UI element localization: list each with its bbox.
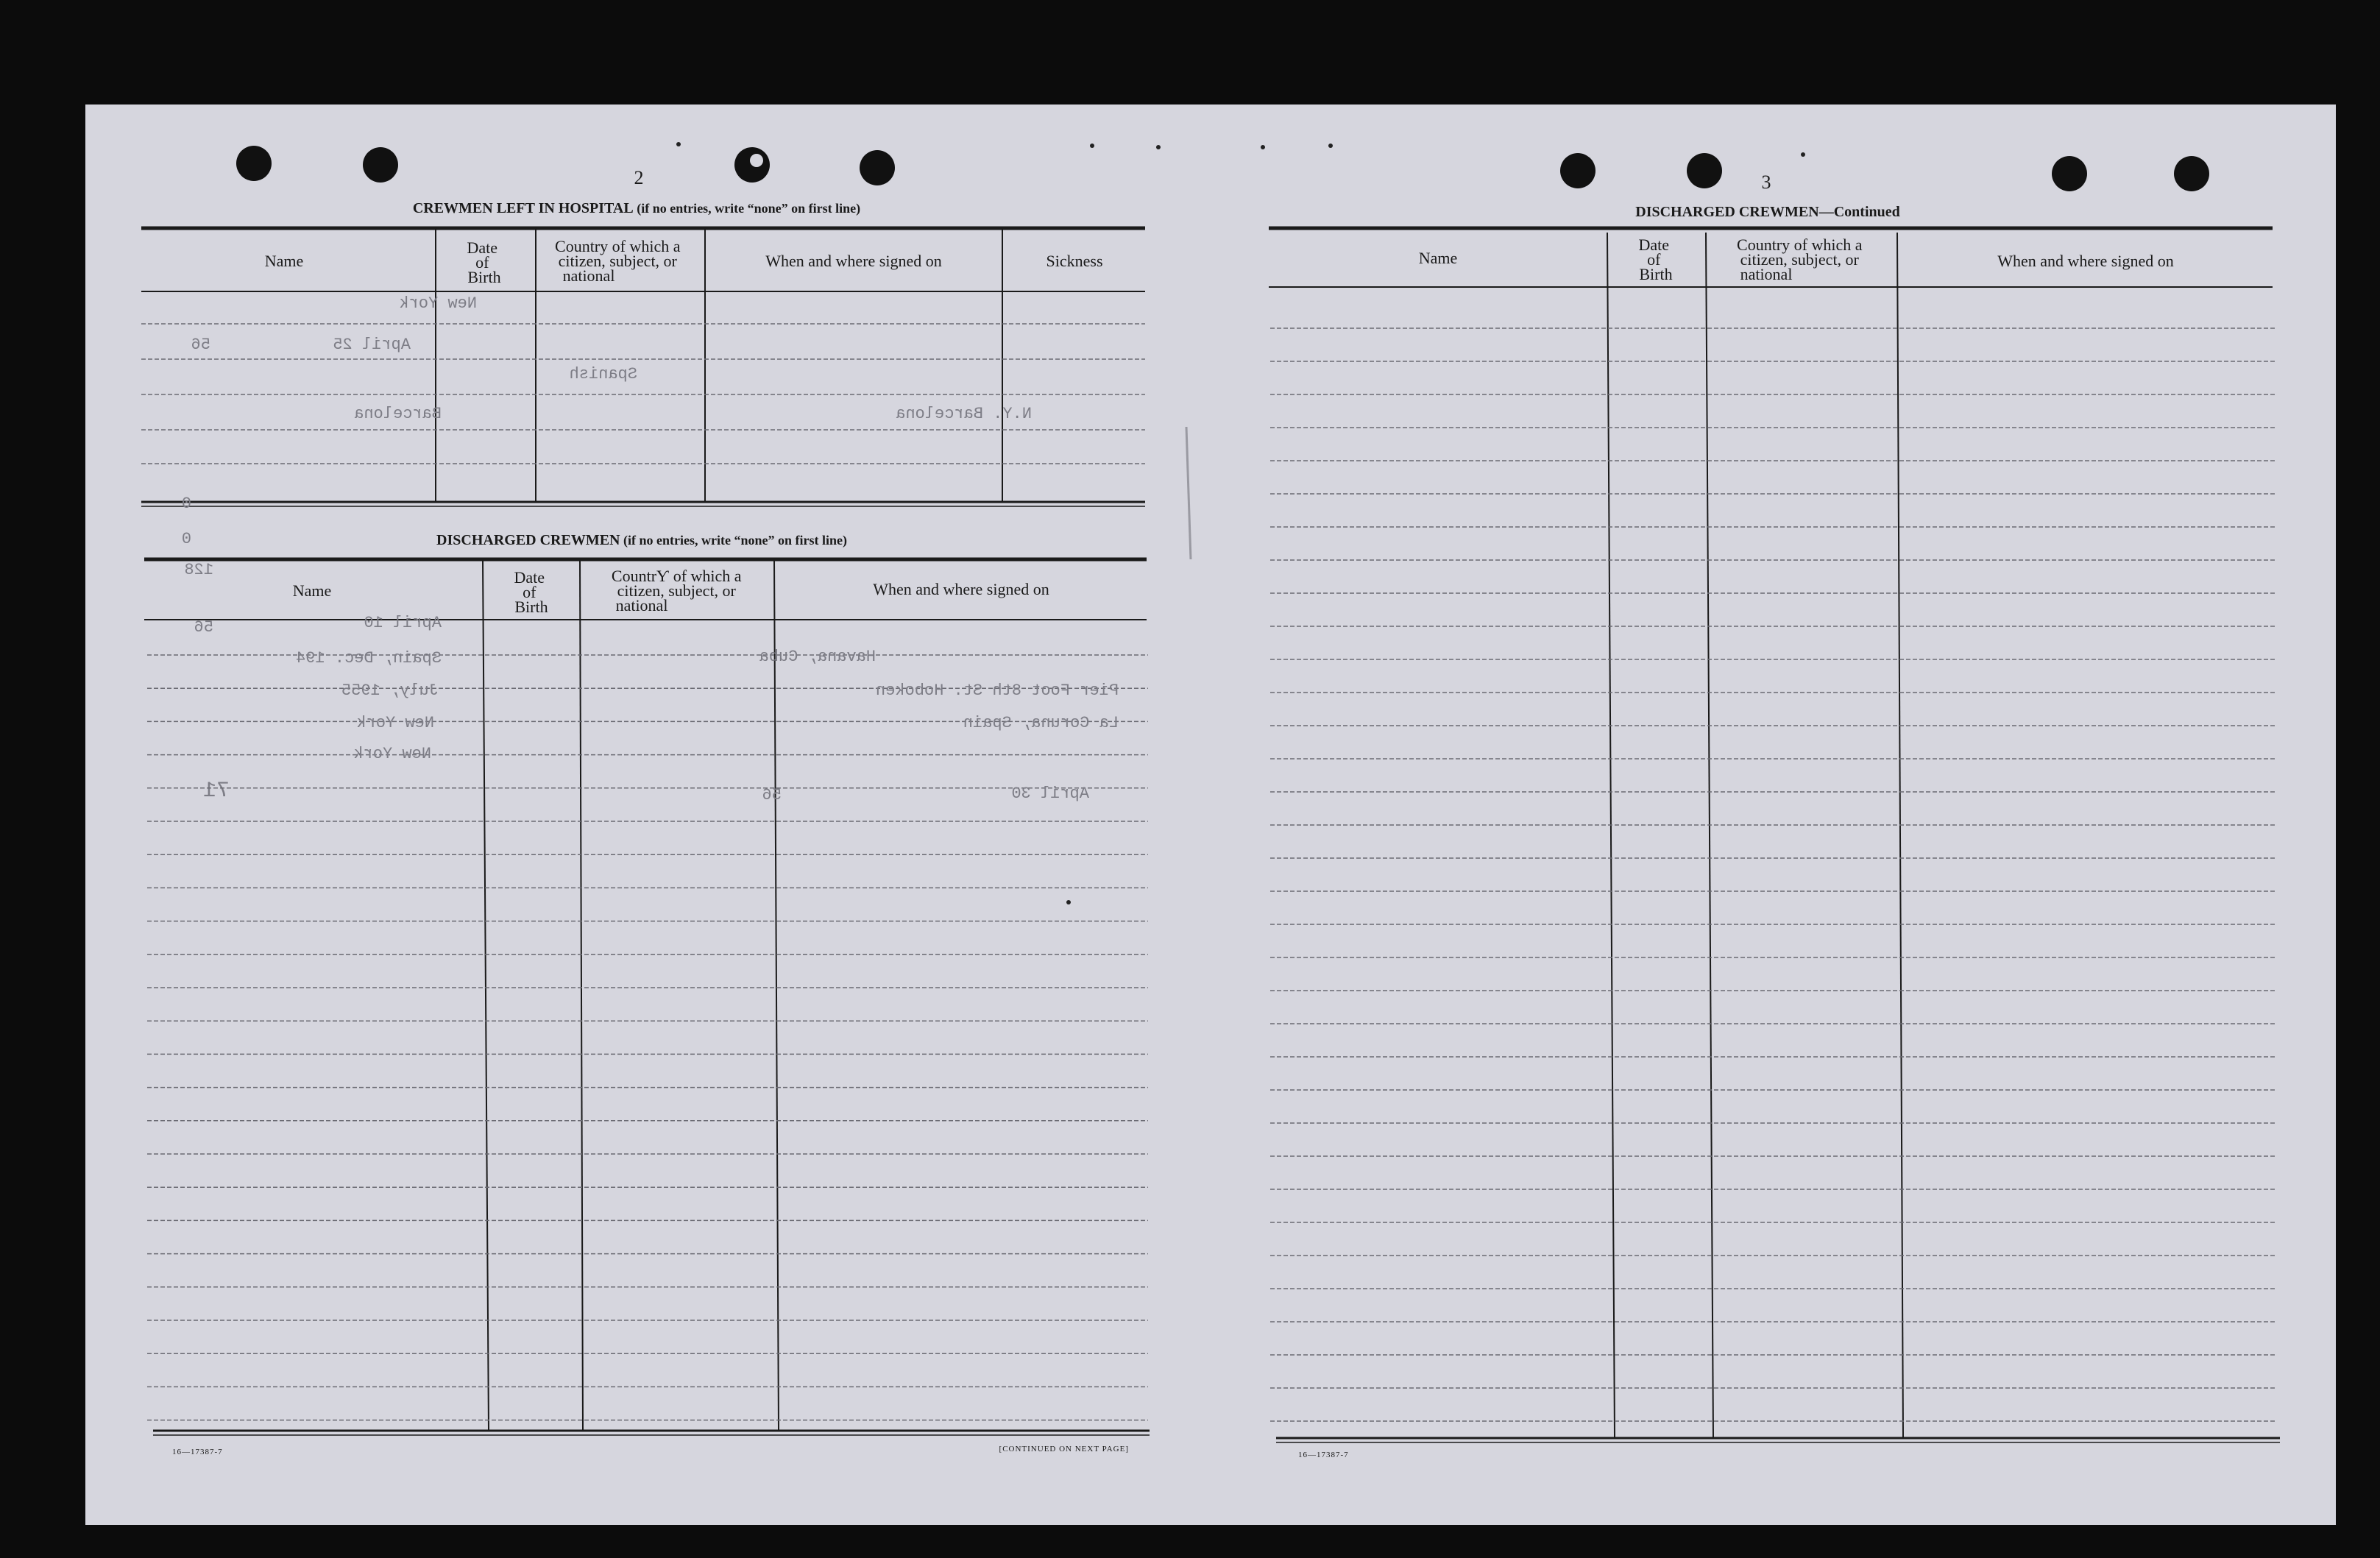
paper-sheet (85, 105, 2336, 1525)
svg-text:N.Y. Barcelona: N.Y. Barcelona (896, 405, 1032, 423)
svg-text:July, 1955: July, 1955 (341, 681, 439, 700)
svg-text:Spanish: Spanish (569, 365, 637, 383)
punch-hole (236, 146, 272, 181)
hospital-col-dob: Date of Birth (467, 238, 501, 286)
svg-text:Barcelona: Barcelona (354, 405, 442, 423)
svg-text:Spain, Dec. 194: Spain, Dec. 194 (295, 649, 442, 668)
page-number-left: 2 (634, 167, 644, 188)
hospital-col-country: Country of which a citizen, subject, or national (555, 237, 681, 285)
punch-hole (860, 150, 895, 185)
punch-hole (2052, 156, 2087, 191)
svg-text:April 10: April 10 (364, 614, 442, 632)
svg-text:April 25: April 25 (333, 336, 411, 354)
punch-hole-highlight (750, 154, 763, 167)
page-number-right: 3 (1761, 171, 1771, 193)
discharged-col-name: Name (292, 581, 332, 600)
hospital-col-signed-on: When and where signed on (765, 252, 942, 270)
discharged-title-note: (if no entries, write “none” on first line) (620, 533, 847, 548)
right-col-country: Country of which a citizen, subject, or national (1737, 236, 1863, 283)
discharged-col-dob: Date of Birth (514, 568, 548, 616)
svg-text:Pier Foot 8th St. Hoboken: Pier Foot 8th St. Hoboken (875, 681, 1119, 700)
svg-text:0: 0 (181, 530, 191, 548)
svg-text:La Coruna, Spain: La Coruna, Spain (963, 714, 1119, 732)
svg-text:New York: New York (399, 294, 477, 313)
hospital-title-note: (if no entries, write “none” on first line) (633, 201, 861, 216)
svg-text:56: 56 (191, 336, 210, 354)
svg-text:128: 128 (184, 561, 213, 579)
discharged-continued-title (1635, 204, 1900, 220)
continued-title-bold: DISCHARGED CREWMEN (1635, 204, 1819, 220)
continued-title-note: —Continued (1818, 204, 1900, 220)
punch-hole (1687, 153, 1722, 188)
discharged-section-title (436, 532, 847, 548)
svg-text:56: 56 (762, 786, 782, 804)
right-col-name: Name (1418, 249, 1458, 267)
discharged-title-bold: DISCHARGED CREWMEN (436, 532, 620, 548)
svg-text:56: 56 (194, 618, 213, 637)
svg-text:New York: New York (353, 745, 431, 763)
discharged-col-signed-on: When and where signed on (873, 580, 1049, 598)
form-number-right: 16—17387-7 (1298, 1451, 1349, 1459)
svg-text:April 30: April 30 (1011, 785, 1089, 803)
svg-text:Havana, Cuba: Havana, Cuba (759, 648, 876, 666)
punch-hole (363, 147, 398, 183)
punch-hole (1560, 153, 1595, 188)
punch-hole (2174, 156, 2209, 191)
discharged-col-country: CountrƳ of which a citizen, subject, or national (611, 567, 742, 615)
hospital-col-sickness: Sickness (1046, 252, 1103, 270)
hospital-title-bold: CREWMEN LEFT IN HOSPITAL (412, 200, 634, 216)
form-number-left: 16—17387-7 (172, 1448, 223, 1456)
hospital-section-title (413, 200, 860, 216)
svg-text:0: 0 (181, 495, 191, 513)
continued-note: [CONTINUED ON NEXT PAGE] (999, 1445, 1129, 1453)
hospital-col-name: Name (264, 252, 304, 270)
svg-text:New York: New York (356, 714, 434, 732)
right-col-dob: Date of Birth (1638, 236, 1673, 283)
svg-text:71: 71 (202, 779, 230, 804)
right-col-signed-on: When and where signed on (1997, 252, 2174, 270)
